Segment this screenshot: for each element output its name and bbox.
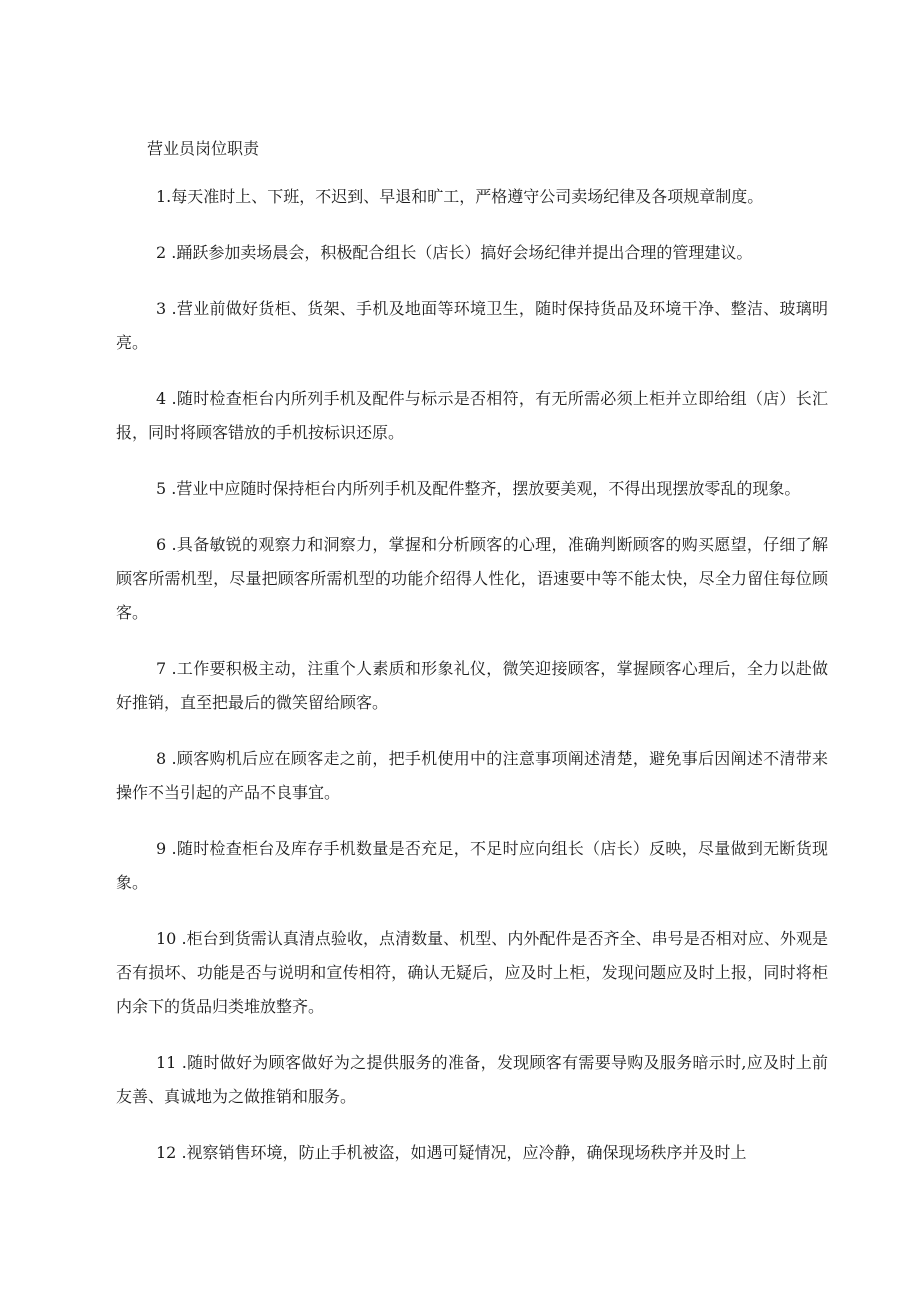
duty-item-number: 5 . bbox=[156, 479, 177, 498]
duty-item bbox=[116, 472, 828, 506]
duty-item-number: 10 . bbox=[156, 929, 187, 948]
duty-item bbox=[116, 528, 828, 630]
duty-list bbox=[116, 180, 828, 1170]
duty-item-number: 9 . bbox=[156, 839, 177, 858]
document-title: 营业员岗位职责 bbox=[147, 139, 260, 158]
duty-item bbox=[116, 922, 828, 1024]
duty-item-number: 7 . bbox=[156, 659, 177, 678]
duty-item bbox=[116, 180, 828, 214]
duty-item bbox=[116, 652, 828, 720]
duty-item-number: 3 . bbox=[156, 299, 177, 318]
duty-item-number: 4 . bbox=[156, 389, 177, 408]
duty-item bbox=[116, 292, 828, 360]
duty-item-text: 随时检查柜台及库存手机数量是否充足，不足时应向组长（店长）反映，尽量做到无断货现象。 bbox=[116, 839, 828, 892]
duty-item-text: 营业前做好货柜、货架、手机及地面等环境卫生，随时保持货品及环境干净、整洁、玻璃明亮。 bbox=[116, 299, 828, 352]
duty-item-text: 顾客购机后应在顾客走之前，把手机使用中的注意事项阐述清楚，避免事后因阐述不清带来操作不当引起的产品不良事宜。 bbox=[116, 749, 828, 802]
duty-item-number: 11 . bbox=[156, 1053, 187, 1072]
duty-item-text: 每天准时上、下班，不迟到、早退和旷工，严格遵守公司卖场纪律及各项规章制度。 bbox=[171, 187, 764, 206]
duty-item-number: 2 . bbox=[156, 243, 177, 262]
duty-item-number: 8 . bbox=[156, 749, 177, 768]
duty-item-text: 踊跃参加卖场晨会，积极配合组长（店长）搞好会场纪律并提出合理的管理建议。 bbox=[176, 243, 753, 262]
duty-item bbox=[116, 1136, 828, 1170]
duty-item-text: 视察销售环境，防止手机被盗，如遇可疑情况，应冷静，确保现场秩序并及时上 bbox=[186, 1143, 747, 1162]
duty-item-text: 随时做好为顾客做好为之提供服务的准备，发现顾客有需要导购及服务暗示时,应及时上前友善、真诚地为之做推销和服务。 bbox=[116, 1053, 829, 1106]
duty-item bbox=[116, 1046, 828, 1114]
duty-item bbox=[116, 742, 828, 810]
document-page bbox=[116, 136, 828, 1192]
duty-item-text: 柜台到货需认真清点验收，点清数量、机型、内外配件是否齐全、串号是否相对应、外观是否有损坏、功能是否与说明和宣传相符，确认无疑后，应及时上柜，发现问题应及时上报，同时将柜内余下的货品归类堆放整齐。 bbox=[116, 929, 828, 1016]
duty-item-text: 营业中应随时保持柜台内所列手机及配件整齐，摆放要美观，不得出现摆放零乱的现象。 bbox=[176, 479, 801, 498]
duty-item-text: 随时检查柜台内所列手机及配件与标示是否相符，有无所需必须上柜并立即给组（店）长汇报，同时将顾客错放的手机按标识还原。 bbox=[116, 389, 828, 442]
duty-item bbox=[116, 382, 828, 450]
duty-item-text: 具备敏锐的观察力和洞察力，掌握和分析顾客的心理，准确判断顾客的购买愿望，仔细了解顾客所需机型，尽量把顾客所需机型的功能介绍得人性化，语速要中等不能太快，尽全力留住每位顾客。 bbox=[116, 535, 828, 622]
duty-item-number: 12 . bbox=[156, 1143, 187, 1162]
duty-item-number: 6 . bbox=[156, 535, 177, 554]
duty-item bbox=[116, 236, 828, 270]
duty-item bbox=[116, 832, 828, 900]
duty-item-number: 1. bbox=[156, 187, 172, 206]
duty-item-text: 工作要积极主动，注重个人素质和形象礼仪，微笑迎接顾客，掌握顾客心理后，全力以赴做好推销，直至把最后的微笑留给顾客。 bbox=[116, 659, 828, 712]
